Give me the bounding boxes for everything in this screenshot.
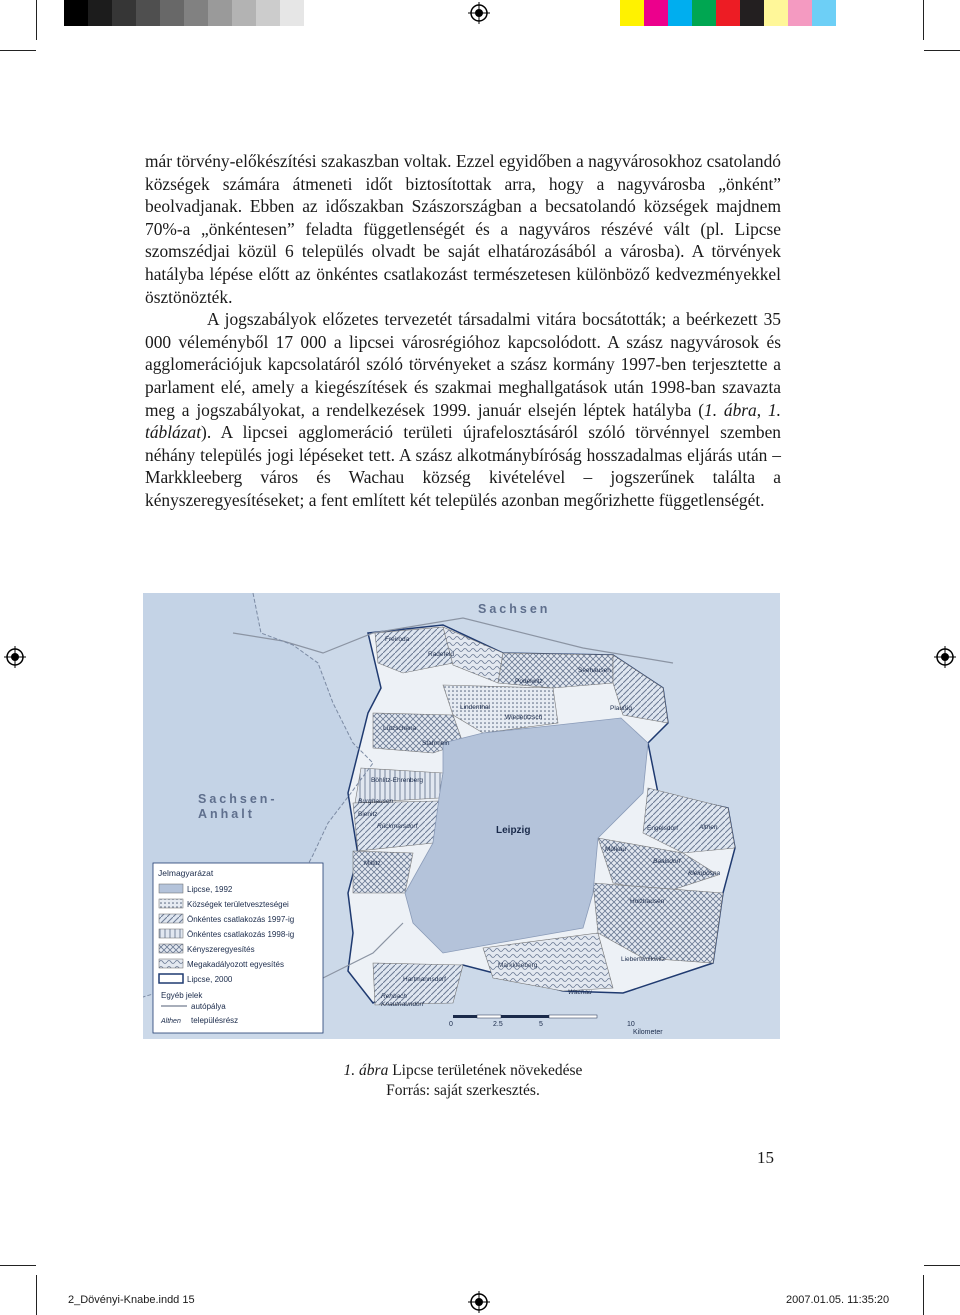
scale-segment bbox=[549, 1015, 597, 1018]
place-label: Hartmannsdorf bbox=[403, 976, 446, 983]
legend-other-title: Egyéb jelek bbox=[161, 991, 203, 1000]
place-label: Engelsdorf bbox=[647, 825, 679, 832]
body-text bbox=[145, 150, 781, 512]
figure-caption bbox=[145, 1061, 781, 1081]
legend-label: Kényszeregyesítés bbox=[187, 945, 255, 954]
legend-swatch bbox=[159, 974, 183, 983]
place-label: Wachau bbox=[568, 989, 592, 996]
region-label-sachsen: Sachsen bbox=[478, 602, 551, 616]
legend-label: Önkéntes csatlakozás 1997-ig bbox=[187, 915, 295, 924]
table-reference: 1. táblázat bbox=[145, 399, 781, 443]
gray-color-bar bbox=[64, 0, 328, 26]
color-swatch bbox=[716, 0, 740, 26]
scale-tick: 10 bbox=[627, 1021, 635, 1028]
place-label: Kleinpösna bbox=[688, 870, 721, 877]
place-label: Freiroda bbox=[385, 636, 410, 643]
region-label-sachsen-anhalt: Anhalt bbox=[198, 807, 255, 821]
color-swatch bbox=[160, 0, 184, 26]
figure-source: Forrás: saját szerkesztés. bbox=[386, 1082, 540, 1099]
figure-title: Lipcse területének növekedése bbox=[392, 1062, 583, 1079]
place-label: Holzhausen bbox=[630, 898, 665, 905]
place-label: Rehbach bbox=[381, 993, 408, 1000]
color-swatch bbox=[764, 0, 788, 26]
place-label: Podelwitz bbox=[515, 678, 543, 685]
place-label: Knautnaundorf bbox=[381, 1001, 424, 1008]
registration-mark-icon bbox=[4, 646, 26, 668]
place-label: Markkleeberg bbox=[498, 962, 538, 969]
color-swatch bbox=[208, 0, 232, 26]
legend-label: településrész bbox=[191, 1016, 239, 1025]
city-label-leipzig: Leipzig bbox=[496, 825, 531, 836]
legend-swatch bbox=[159, 959, 183, 968]
process-color-bar bbox=[620, 0, 836, 26]
registration-mark-icon bbox=[468, 2, 490, 24]
color-swatch bbox=[136, 0, 160, 26]
crop-mark bbox=[36, 0, 37, 40]
legend-label: Lipcse, 2000 bbox=[187, 975, 233, 984]
scale-segment bbox=[477, 1015, 501, 1018]
legend-label: Önkéntes csatlakozás 1998-ig bbox=[187, 930, 295, 939]
scale-tick: 5 bbox=[539, 1021, 543, 1028]
crop-mark bbox=[923, 1275, 924, 1315]
scale-segment bbox=[453, 1015, 477, 1018]
legend-label: Községek területveszteségei bbox=[187, 900, 289, 909]
color-swatch bbox=[232, 0, 256, 26]
color-swatch bbox=[692, 0, 716, 26]
place-label: Lützschena bbox=[383, 725, 417, 732]
place-label: Lindenthal bbox=[460, 704, 490, 711]
color-swatch bbox=[280, 0, 304, 26]
crop-mark bbox=[924, 50, 960, 51]
place-label: Liebertwolkwitz bbox=[621, 956, 666, 963]
paragraph: már törvény-előkészítési szakaszban voltak. Ezzel egyidőben a nagyvárosokhoz csatolandó községek számára átmeneti időt biztosítottak arra, hogy a nagyvárosba „önként” beolvadjanak. Ebben az időszakban Szászországban a becsatolandó községek majdnem 70%-a „önkéntesen” feladta függetlenségét és a nagyváros részévé vált (pl. Lipcse szomszédjai közül 6 település olvadt be saját elhatározásából a városba). A törvények hatályba lépése előtt az önkéntes csatlakozást természetesen különböző kedvezményekkel ösztönözték. bbox=[145, 151, 781, 307]
color-swatch bbox=[304, 0, 328, 26]
place-label: Bienitz bbox=[358, 811, 378, 818]
place-label: Seehausen bbox=[578, 667, 611, 674]
registration-mark-icon bbox=[934, 646, 956, 668]
scale-segment bbox=[501, 1015, 549, 1018]
legend-swatch bbox=[159, 914, 183, 923]
color-swatch bbox=[668, 0, 692, 26]
map-legend bbox=[153, 863, 323, 1033]
legend-label: Lipcse, 1992 bbox=[187, 885, 233, 894]
crop-mark bbox=[0, 50, 36, 51]
map-figure bbox=[143, 593, 780, 1039]
legend-example: Althen bbox=[161, 1018, 181, 1025]
color-swatch bbox=[644, 0, 668, 26]
legend-swatch bbox=[159, 884, 183, 893]
legend-label: autópálya bbox=[191, 1002, 226, 1011]
place-label: Baalsdorf bbox=[653, 858, 681, 865]
paragraph: A jogszabályok előzetes tervezetét társadalmi vitára bocsátották; a beérkezett 35 000 véleményből 17 000 a lipcsei városrégióhoz kapcsolódott. A szász nagyvárosok és agglomerációjuk kapcsolatáról szóló törvényeket a szász kormány 1997-ben terjesztette a parlament elé, amely a kiegészítések és szakmai meghallgatások után 1998-ban szavazta meg a jogszabályokat, a rendelkezések 1999. január elsején léptek hatályba (1. ábra, 1. táblázat). A lipcsei agglomeráció területi újrafelosztásáról szóló törvénnyel szemben néhány település jogi lépéseket tett. A szász alkotmánybíróság hosszadalmas eljárás után – Markkleeberg város és Wachau község kivételével – jogszerűnek találta a kényszeregyesítéseket; a fent említett két település azonban megőrizhette függetlenségét. bbox=[145, 309, 781, 510]
place-label: Althen bbox=[699, 824, 718, 831]
color-swatch bbox=[88, 0, 112, 26]
color-swatch bbox=[788, 0, 812, 26]
color-swatch bbox=[812, 0, 836, 26]
legend-label: Megakadályozott egyesítés bbox=[187, 960, 284, 969]
place-label: Plaußig bbox=[610, 705, 633, 712]
place-label: Burghausen bbox=[358, 798, 394, 805]
scale-unit: Kilometer bbox=[633, 1029, 663, 1036]
legend-swatch bbox=[159, 944, 183, 953]
place-label: Wiederitzsch bbox=[505, 714, 543, 721]
registration-mark-icon bbox=[468, 1291, 490, 1313]
area-miltitz bbox=[353, 851, 413, 893]
crop-mark bbox=[924, 1265, 960, 1266]
crop-mark bbox=[0, 1265, 36, 1266]
color-swatch bbox=[112, 0, 136, 26]
color-swatch bbox=[184, 0, 208, 26]
page-number: 15 bbox=[757, 1148, 774, 1167]
scale-tick: 2.5 bbox=[493, 1021, 503, 1028]
footer-datetime: 2007.01.05. 11:35:20 bbox=[786, 1294, 890, 1306]
place-label: Rückmarsdorf bbox=[377, 823, 418, 830]
place-label: Miltitz bbox=[364, 860, 381, 867]
footer-filename: 2_Dövényi-Knabe.indd 15 bbox=[68, 1294, 195, 1306]
color-swatch bbox=[740, 0, 764, 26]
legend-swatch bbox=[159, 929, 183, 938]
crop-mark bbox=[923, 0, 924, 40]
region-label-sachsen-anhalt: Sachsen- bbox=[198, 792, 278, 806]
color-swatch bbox=[620, 0, 644, 26]
scale-tick: 0 bbox=[449, 1021, 453, 1028]
color-swatch bbox=[256, 0, 280, 26]
crop-mark bbox=[36, 1275, 37, 1315]
place-label: Böhlitz-Ehrenberg bbox=[371, 777, 424, 784]
color-swatch bbox=[64, 0, 88, 26]
place-label: Mölkau bbox=[605, 846, 626, 853]
place-label: Stahmeln bbox=[422, 740, 450, 747]
figure-label: 1. ábra bbox=[343, 1062, 389, 1079]
legend-title: Jelmagyarázat bbox=[158, 868, 214, 878]
legend-swatch bbox=[159, 899, 183, 908]
figure-reference: 1. ábra bbox=[704, 399, 757, 420]
place-label: Radefeld bbox=[428, 651, 455, 658]
